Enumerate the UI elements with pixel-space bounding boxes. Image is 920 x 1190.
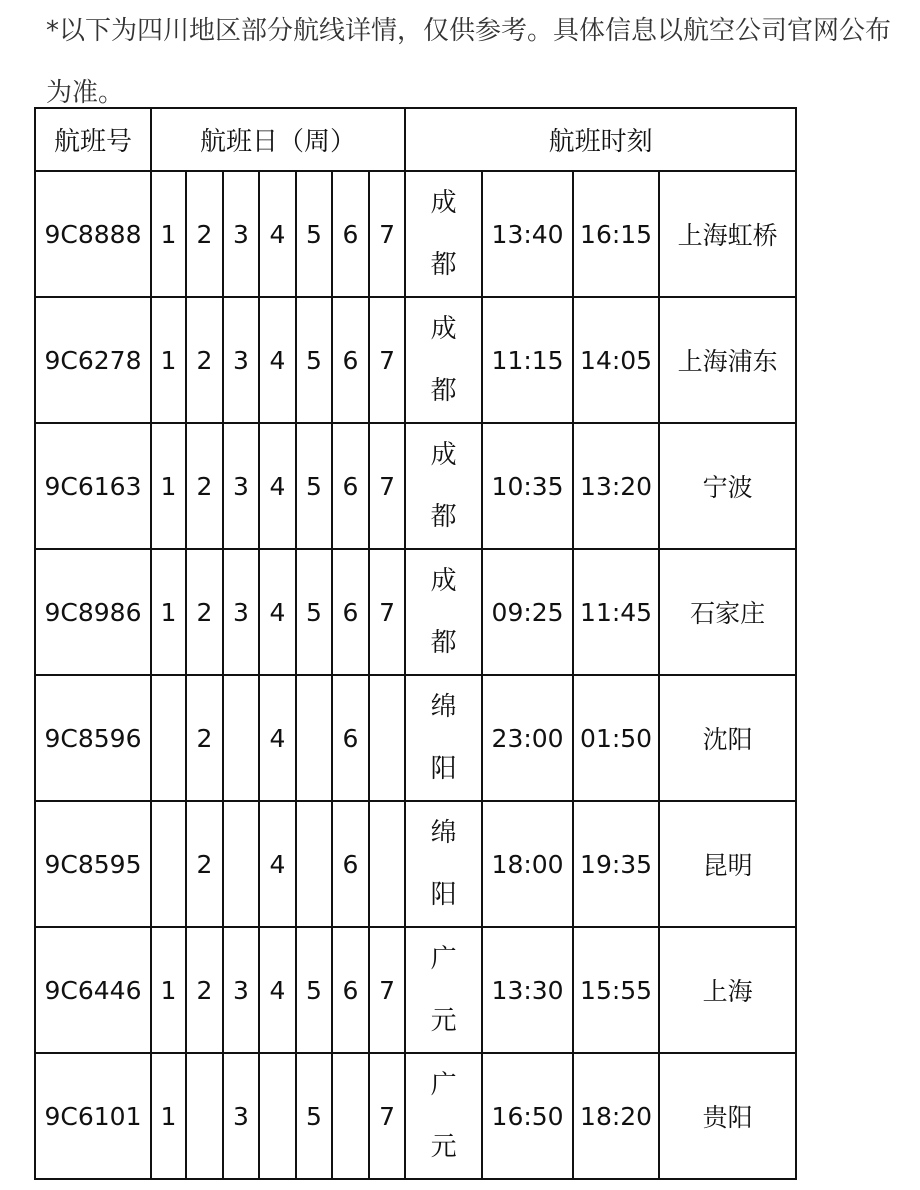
weekday-cell: 1	[151, 423, 186, 549]
origin-char: 成	[430, 314, 457, 344]
weekday-cell	[151, 675, 186, 801]
header-schedule: 航班时刻	[405, 108, 796, 171]
depart-time-cell: 23:00	[482, 675, 573, 801]
origin-cell	[405, 927, 482, 1053]
flight-number-cell: 9C6446	[35, 927, 151, 1053]
destination-cell: 上海虹桥	[659, 171, 796, 297]
origin-char: 成	[430, 188, 457, 218]
weekday-cell: 6	[332, 297, 369, 423]
arrive-time-cell: 14:05	[573, 297, 659, 423]
depart-time-cell: 11:15	[482, 297, 573, 423]
notice-text: *以下为四川地区部分航线详情，仅供参考。具体信息以航空公司官网公布为准。	[46, 16, 892, 108]
origin-char: 元	[430, 1006, 457, 1036]
weekday-cell	[296, 801, 332, 927]
flight-number-cell: 9C6278	[35, 297, 151, 423]
weekday-cell: 3	[223, 171, 259, 297]
destination-cell: 贵阳	[659, 1053, 796, 1179]
weekday-cell: 1	[151, 927, 186, 1053]
flight-number-cell: 9C8596	[35, 675, 151, 801]
weekday-cell: 2	[186, 171, 223, 297]
table-row	[35, 549, 796, 675]
destination-cell: 宁波	[659, 423, 796, 549]
weekday-cell: 5	[296, 171, 332, 297]
weekday-cell: 4	[259, 927, 296, 1053]
weekday-cell	[223, 801, 259, 927]
weekday-cell: 1	[151, 297, 186, 423]
destination-cell: 沈阳	[659, 675, 796, 801]
arrive-time-cell: 15:55	[573, 927, 659, 1053]
flight-number-cell: 9C8986	[35, 549, 151, 675]
weekday-cell	[223, 675, 259, 801]
origin-char: 都	[430, 628, 457, 658]
weekday-cell: 7	[369, 171, 405, 297]
weekday-cell: 2	[186, 297, 223, 423]
weekday-cell: 3	[223, 927, 259, 1053]
table-row	[35, 675, 796, 801]
weekday-cell: 6	[332, 549, 369, 675]
origin-cell	[405, 297, 482, 423]
weekday-cell: 7	[369, 927, 405, 1053]
weekday-cell: 4	[259, 423, 296, 549]
weekday-cell: 2	[186, 801, 223, 927]
weekday-cell: 1	[151, 1053, 186, 1179]
weekday-cell: 7	[369, 549, 405, 675]
weekday-cell: 4	[259, 297, 296, 423]
weekday-cell: 1	[151, 549, 186, 675]
destination-cell: 昆明	[659, 801, 796, 927]
table-row	[35, 171, 796, 297]
weekday-cell: 7	[369, 423, 405, 549]
weekday-cell: 5	[296, 423, 332, 549]
weekday-cell: 7	[369, 297, 405, 423]
weekday-cell	[259, 1053, 296, 1179]
flight-number-cell: 9C8888	[35, 171, 151, 297]
arrive-time-cell: 18:20	[573, 1053, 659, 1179]
weekday-cell: 6	[332, 675, 369, 801]
origin-cell	[405, 423, 482, 549]
origin-char: 绵	[430, 692, 457, 722]
weekday-cell: 1	[151, 171, 186, 297]
depart-time-cell: 09:25	[482, 549, 573, 675]
weekday-cell	[296, 675, 332, 801]
weekday-cell	[151, 801, 186, 927]
table-row	[35, 297, 796, 423]
flight-schedule-table	[34, 107, 797, 1180]
weekday-cell: 2	[186, 423, 223, 549]
table-row	[35, 1053, 796, 1179]
weekday-cell: 5	[296, 297, 332, 423]
arrive-time-cell: 11:45	[573, 549, 659, 675]
weekday-cell: 4	[259, 801, 296, 927]
weekday-cell: 5	[296, 1053, 332, 1179]
destination-cell: 石家庄	[659, 549, 796, 675]
origin-char: 都	[430, 250, 457, 280]
arrive-time-cell: 13:20	[573, 423, 659, 549]
depart-time-cell: 16:50	[482, 1053, 573, 1179]
weekday-cell: 3	[223, 1053, 259, 1179]
origin-char: 成	[430, 566, 457, 596]
origin-char: 都	[430, 376, 457, 406]
origin-cell	[405, 549, 482, 675]
depart-time-cell: 18:00	[482, 801, 573, 927]
weekday-cell	[369, 801, 405, 927]
origin-char: 阳	[430, 880, 457, 910]
depart-time-cell: 10:35	[482, 423, 573, 549]
origin-char: 绵	[430, 818, 457, 848]
table-row	[35, 927, 796, 1053]
weekday-cell: 6	[332, 927, 369, 1053]
origin-char: 成	[430, 440, 457, 470]
weekday-cell: 4	[259, 549, 296, 675]
weekday-cell: 7	[369, 1053, 405, 1179]
weekday-cell: 3	[223, 549, 259, 675]
weekday-cell: 6	[332, 423, 369, 549]
depart-time-cell: 13:30	[482, 927, 573, 1053]
weekday-cell: 4	[259, 171, 296, 297]
destination-cell: 上海	[659, 927, 796, 1053]
origin-cell	[405, 675, 482, 801]
origin-char: 都	[430, 502, 457, 532]
header-flight-no: 航班号	[35, 108, 151, 171]
weekday-cell: 2	[186, 927, 223, 1053]
weekday-cell	[369, 675, 405, 801]
weekday-cell: 6	[332, 801, 369, 927]
header-flight-days: 航班日（周）	[151, 108, 405, 171]
weekday-cell	[332, 1053, 369, 1179]
origin-cell	[405, 1053, 482, 1179]
origin-char: 阳	[430, 754, 457, 784]
flight-number-cell: 9C8595	[35, 801, 151, 927]
weekday-cell: 2	[186, 675, 223, 801]
table-header-row	[35, 108, 796, 171]
weekday-cell: 2	[186, 549, 223, 675]
origin-char: 元	[430, 1132, 457, 1162]
origin-char: 广	[430, 944, 457, 974]
weekday-cell: 6	[332, 171, 369, 297]
flight-number-cell: 9C6101	[35, 1053, 151, 1179]
arrive-time-cell: 16:15	[573, 171, 659, 297]
weekday-cell: 3	[223, 297, 259, 423]
origin-cell	[405, 171, 482, 297]
weekday-cell: 5	[296, 927, 332, 1053]
weekday-cell: 4	[259, 675, 296, 801]
arrive-time-cell: 01:50	[573, 675, 659, 801]
depart-time-cell: 13:40	[482, 171, 573, 297]
origin-cell	[405, 801, 482, 927]
table-row	[35, 801, 796, 927]
origin-char: 广	[430, 1070, 457, 1100]
destination-cell: 上海浦东	[659, 297, 796, 423]
arrive-time-cell: 19:35	[573, 801, 659, 927]
weekday-cell: 3	[223, 423, 259, 549]
weekday-cell	[186, 1053, 223, 1179]
weekday-cell: 5	[296, 549, 332, 675]
flight-number-cell: 9C6163	[35, 423, 151, 549]
table-row	[35, 423, 796, 549]
